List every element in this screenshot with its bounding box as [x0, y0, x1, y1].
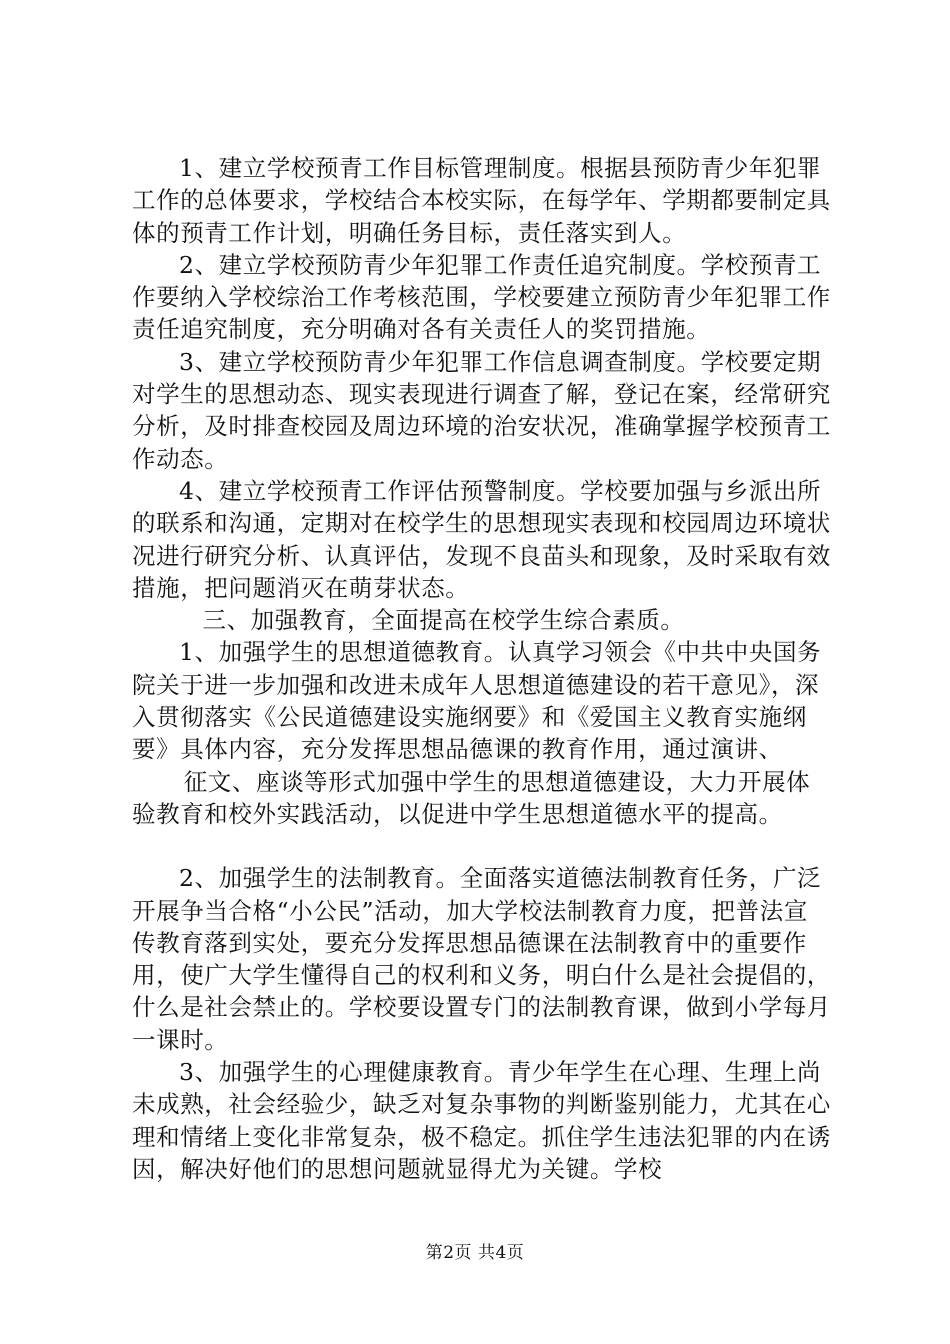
blank-line — [132, 830, 832, 862]
paragraph-moral-education-continued: 征文、座谈等形式加强中学生的思想道德建设，大力开展体验教育和校外实践活动，以促进中学生思想道德水平的提高。 — [132, 767, 811, 828]
section-heading-education: 三、加强教育，全面提高在校学生综合素质。 — [202, 606, 685, 635]
paragraph-responsibility: 2、建立学校预防青少年犯罪工作责任追究制度。学校预青工作要纳入学校综治工作考核范围，学校要建立预防青少年犯罪工作责任追究制度，充分明确对各有关责任人的奖罚措施。 — [132, 250, 831, 344]
paragraph-legal-education: 2、加强学生的法制教育。全面落实道德法制教育任务，广泛开展争当合格“小公民”活动，加大学校法制教育力度，把普法宣传教育落到实处，要充分发挥思想品德课在法制教育中的重要作用，使广大学生懂得自己的权利和义务，明白什么是社会提倡的，什么是社会禁止的。学校要设置专门的法制教育课，做到小学每月一课时。 — [132, 864, 831, 1054]
paragraph-goal-management: 1、建立学校预青工作目标管理制度。根据县预防青少年犯罪工作的总体要求，学校结合本校实际，在每学年、学期都要制定具体的预青工作计划，明确任务目标，责任落实到人。 — [132, 154, 831, 247]
paragraph-information-survey: 3、建立学校预防青少年犯罪工作信息调查制度。学校要定期对学生的思想动态、现实表现进行调查了解，登记在案，经常研究分析，及时排查校园及周边环境的治安状况，准确掌握学校预青工作动态。 — [132, 347, 831, 473]
paragraph-moral-education: 1、加强学生的思想道德教育。认真学习领会《中共中央国务院关于进一步加强和改进未成年人思想道德建设的若干意见》，深入贯彻落实《公民道德建设实施纲要》和《爱国主义教育实施纲要》具体内容，充分发挥思想品德课的教育作用，通过演讲、 — [132, 638, 822, 764]
paragraph-evaluation-warning: 4、建立学校预青工作评估预警制度。学校要加强与乡派出所的联系和沟通，定期对在校学生的思想现实表现和校园周边环境状况进行研究分析、认真评估，发现不良苗头和现象，及时采取有效措施，把问题消灭在萌芽状态。 — [132, 476, 831, 602]
paragraph-mental-health: 3、加强学生的心理健康教育。青少年学生在心理、生理上尚未成熟，社会经验少，缺乏对复杂事物的判断鉴别能力，尤其在心理和情绪上变化非常复杂，极不稳定。抓住学生违法犯罪的内在诱因，解决好他们的思想问题就显得尤为关键。学校 — [132, 1058, 831, 1183]
page-number-footer: 第2页 共4页 — [425, 1243, 525, 1263]
document-body — [132, 152, 832, 1185]
